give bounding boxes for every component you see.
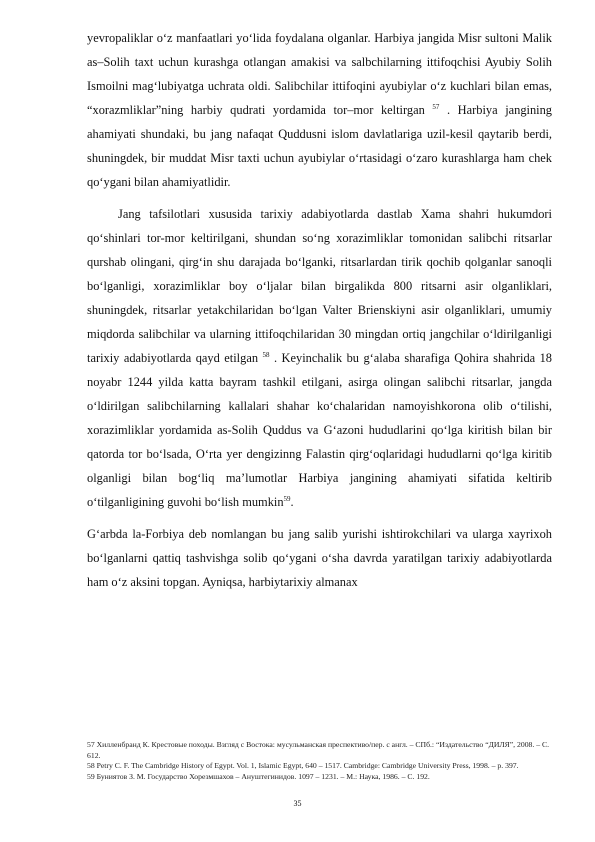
footnote-ref-57[interactable]: 57 xyxy=(432,102,440,111)
paragraph-3: G‘arbda la-Forbiya deb nomlangan bu jang salib yurishi ishtirokchilari va ularga xayrixoh bo‘lganlarni qattiq tashvishga solib qo‘ygani o‘sha davrda yaratilgan tarixiy adabiyotlarda ham o‘z aksini topgan. Ayniqsa, harbiytarixiy almanax xyxy=(87,527,552,589)
footnote-59: 59 Буниятов З. М. Государство Хорезмшахов – Ануштегинидов. 1097 – 1231. – М.: Наука, 1986. – С. 192. xyxy=(87,771,430,781)
footnote-ref-58[interactable]: 58 xyxy=(262,350,270,359)
footnote-58: 58 Petry C. F. The Cambridge History of Egypt. Vol. 1, Islamic Egypt, 640 – 1517. Cambridge: Cambridge University Press, 1998. – p. 397. xyxy=(87,761,519,770)
footnotes xyxy=(87,740,552,782)
footnote-57: 57 Хилленбранд К. Крестовые походы. Взгляд с Востока: мусульманская преспективо/пер. с англ. – СПб.: “Издательство “ДИЛЯ”, 2008. – С. 612. xyxy=(87,740,550,760)
paragraph-2-text: Jang tafsilotlari xususida tarixiy adabiyotlarda dastlab Xama shahri hukumdori qo‘shinlari tor-mor keltirilgani, shundan so‘ng xorazimliklar tomonidan salibchi ritsarlar qurshab olingani, qirg‘in shu darajada bo‘lganki, ritsarlardan tirik qochib qolganlar sanoqli bo‘lganligi, xorazimliklar boy o‘ljalar bilan birgalikda 800 ritsarni asir olganliklari, shuningdek, ritsarlar yetakchilaridan bo‘lgan Valter Brienskiyni asir olganliklari, umumiy miqdorda salibchilar va ularning ittifoqchilaridan 30 mingdan ortiq jangchilar o‘ldirilganligi tarixiy adabiyotlarda qayd etilgan xyxy=(87,207,552,365)
paragraph-2 xyxy=(87,202,552,514)
page-number: 35 xyxy=(293,799,302,808)
paragraph-1-text-cont: . Harbiya jangining ahamiyati shundaki, bu jang nafaqat Quddusni islom davlatlariga uzil-kesil qaytarib berdi, shuningdek, bir muddat Misr taxti uchun ayubiylar o‘rtasidagi o‘zaro kurashlarga ham chek qo‘ygani bilan ahamiyatlidir. xyxy=(87,103,552,189)
paragraph-2-text-end: . xyxy=(290,495,294,509)
paragraph-1-text: yevropaliklar o‘z manfaatlari yo‘lida foydalana olganlar. Harbiya jangida Misr sultoni Malik as–Solih taxt uchun kurashga otlangan amakisi va salbchilarning ittifoqchisi Ayubiy Solih Ismoilni mag‘lubiyatga uchrata oldi. Salibchilar ittifoqini ayubiylar o‘z kuchlari bilan emas, “xorazmliklar”ning harbiy qudrati yordamida tor–mor keltirgan xyxy=(87,31,552,117)
paragraph-2-text-cont: . Keyinchalik bu g‘alaba sharafiga Qohira shahrida 18 noyabr 1244 yilda katta bayram tashkil etilgani, asirga olingan salibchi ritsarlar, jangda o‘ldirilgan salibchilarning kallalari shahar ko‘chalaridan namoyishkorona olib o‘tilishi, xorazimliklar yordamida as-Solih Quddus va G‘azoni hududlarini qo‘lga kiritish bilan bir qatorda tor bo‘lsada, O‘rta yer dengizinng Falastin qirg‘oqlaridagi hududlarni qo‘lga kiritib olganligi bilan bog‘liq ma’lumotlar Harbiya jangining ahamiyati sifatida keltirib o‘tilganligining guvohi bo‘lish mumkin xyxy=(87,351,553,509)
paragraph-1 xyxy=(87,26,552,194)
main-text xyxy=(87,26,552,594)
footnote-ref-59[interactable]: 59 xyxy=(283,494,291,503)
